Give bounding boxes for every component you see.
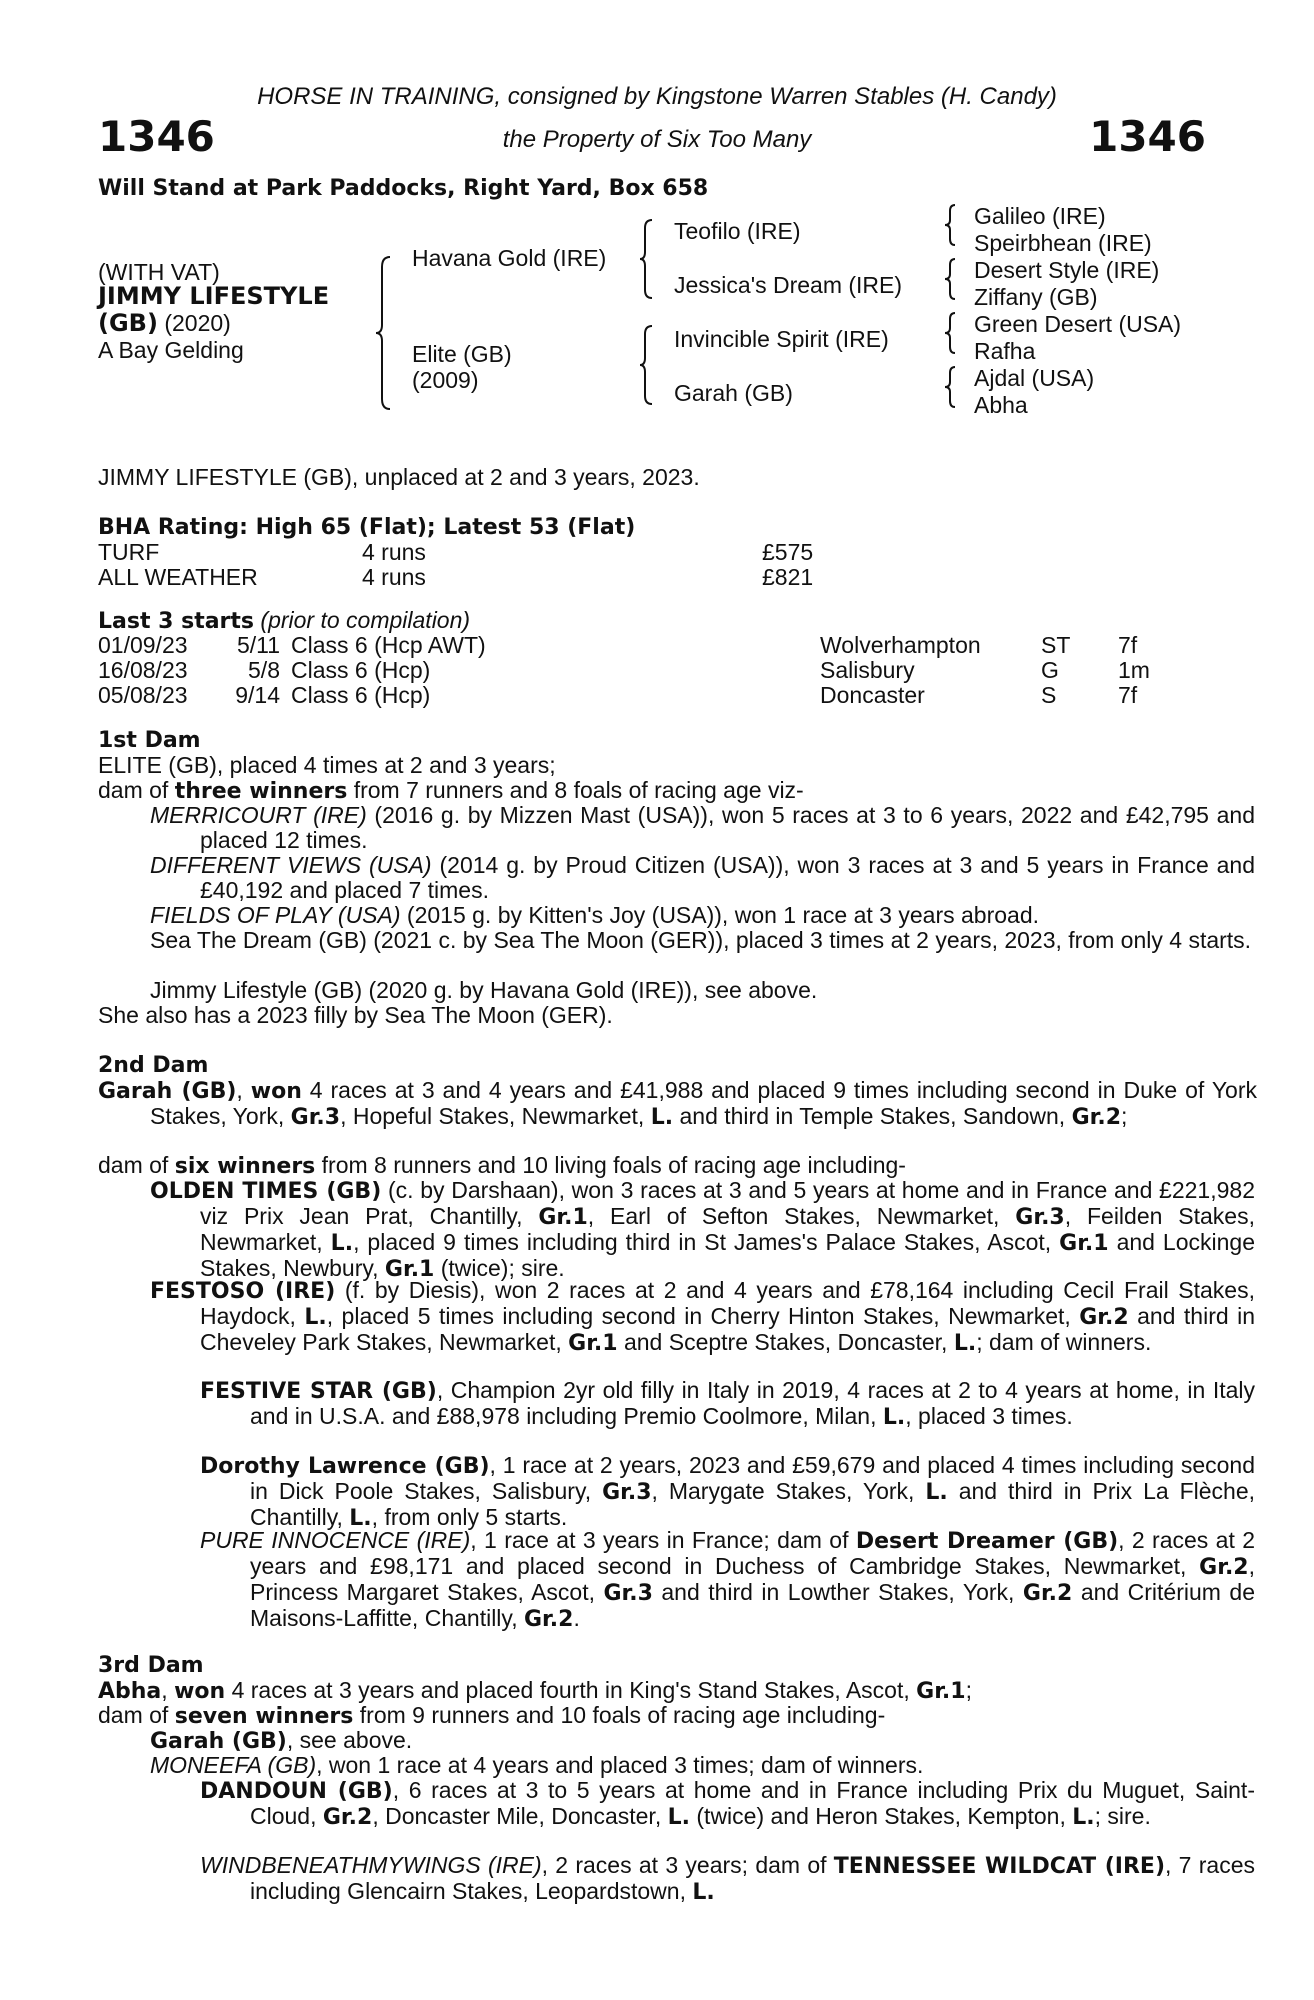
bold-run: OLDEN TIMES (GB) bbox=[150, 1179, 382, 1204]
pedigree-brace-2 bbox=[638, 218, 656, 300]
produce-record: (2016 g. by Mizzen Mast (USA)), won 5 races at 3 to 6 years, 2022 and £42,795 and placed 12 times. bbox=[200, 802, 1255, 853]
text-run: and third in Lowther Stakes, York, bbox=[652, 1579, 1023, 1605]
bold-run: Gr.1 bbox=[384, 1257, 435, 1282]
grandproduce-entry bbox=[200, 1453, 1255, 1531]
third-dam-produce-line bbox=[98, 1703, 1205, 1729]
text-run: (f. by Diesis), won 2 races at 2 and 4 years and £78,164 including Cecil Frail Stakes, Haydock, bbox=[200, 1277, 1255, 1329]
start-distance: 1m bbox=[1118, 657, 1150, 683]
bold-run: won bbox=[174, 1679, 226, 1704]
pedigree-brace-3 bbox=[638, 324, 656, 406]
italic-run: WINDBENEATHMYWINGS (IRE) bbox=[200, 1852, 542, 1878]
bold-run: Garah (GB) bbox=[98, 1079, 237, 1104]
last-starts-title: Last 3 starts bbox=[98, 609, 255, 634]
last-starts-heading bbox=[98, 608, 470, 634]
text-run: , Earl of Sefton Stakes, Newmarket, bbox=[587, 1203, 1016, 1229]
text-run: , Marygate Stakes, York, bbox=[651, 1478, 926, 1504]
text-run: ; bbox=[1121, 1103, 1128, 1129]
rating-amount: £575 bbox=[762, 539, 814, 565]
bold-run: Desert Dreamer (GB) bbox=[855, 1529, 1119, 1554]
bha-rating: BHA Rating: High 65 (Flat); Latest 53 (Flat) bbox=[98, 515, 636, 540]
gen3-6: Rafha bbox=[974, 338, 1036, 364]
bold-run: Gr.3 bbox=[602, 1480, 652, 1505]
italic-run: MONEEFA (GB) bbox=[150, 1752, 317, 1778]
rating-amount: £821 bbox=[762, 564, 814, 590]
bold-run: seven winners bbox=[174, 1704, 354, 1729]
dam-dam: Garah (GB) bbox=[674, 380, 793, 406]
bold-run: Gr.2 bbox=[1199, 1555, 1249, 1580]
text-run: from 9 runners and 10 foals of racing age including- bbox=[353, 1702, 886, 1728]
grandproduce-entry bbox=[200, 1778, 1255, 1830]
bold-run: Gr.3 bbox=[1015, 1205, 1065, 1230]
italic-run: PURE INNOCENCE (IRE) bbox=[200, 1527, 471, 1553]
bold-run: Gr.2 bbox=[1079, 1305, 1129, 1330]
bold-run: Gr.1 bbox=[1059, 1231, 1109, 1256]
text-run: ; sire. bbox=[1094, 1803, 1151, 1829]
bold-run: TENNESSEE WILDCAT (IRE) bbox=[833, 1854, 1166, 1879]
race-summary: JIMMY LIFESTYLE (GB), unplaced at 2 and 3 years, 2023. bbox=[98, 464, 700, 490]
start-position: 9/14 bbox=[235, 682, 280, 708]
second-dam-produce-line bbox=[98, 1153, 1205, 1179]
text-run: and third in Prix La Flèche, Chantilly, bbox=[250, 1478, 1256, 1530]
third-dam-heading: 3rd Dam bbox=[98, 1653, 204, 1678]
bold-run: L. bbox=[1072, 1805, 1095, 1830]
second-dam-heading: 2nd Dam bbox=[98, 1053, 209, 1078]
text-run: . bbox=[573, 1605, 580, 1631]
start-position: 5/8 bbox=[248, 657, 280, 683]
produce-record: (2015 g. by Kitten's Joy (USA)), won 1 race at 3 years abroad. bbox=[400, 902, 1040, 928]
bold-run: L. bbox=[667, 1805, 690, 1830]
text-run: , see above. bbox=[286, 1727, 413, 1753]
lot-number-right: 1346 bbox=[1089, 112, 1206, 161]
bold-run: Gr.2 bbox=[322, 1805, 373, 1830]
sire-dam: Jessica's Dream (IRE) bbox=[674, 272, 903, 298]
produce-entry bbox=[150, 1728, 1205, 1754]
start-date: 01/09/23 bbox=[98, 632, 188, 658]
start-date: 16/08/23 bbox=[98, 657, 188, 683]
sire-sire: Teofilo (IRE) bbox=[674, 218, 801, 244]
bold-run: Gr.3 bbox=[603, 1581, 653, 1606]
first-dam-produce-line bbox=[98, 778, 804, 804]
text-run: , 2 races at 2 years and £98,171 and placed second in Duchess of Cambridge Stakes, Newmarket, bbox=[250, 1527, 1255, 1579]
gen3-2: Speirbhean (IRE) bbox=[974, 230, 1152, 256]
text-run: ; dam of winners. bbox=[976, 1329, 1152, 1355]
text-run: , placed 5 times including second in Cherry Hinton Stakes, Newmarket, bbox=[326, 1303, 1080, 1329]
bold-run: Gr.2 bbox=[1022, 1581, 1073, 1606]
produce-record: (2014 g. by Proud Citizen (USA)), won 3 races at 3 and 5 years in France and £40,192 and placed 7 times. bbox=[200, 852, 1256, 903]
text-run: from 8 runners and 10 living foals of racing age including- bbox=[315, 1152, 906, 1178]
bold-run: Gr.3 bbox=[290, 1105, 341, 1130]
horse-description: A Bay Gelding bbox=[98, 337, 244, 363]
bold-run: L. bbox=[650, 1105, 674, 1130]
start-class: Class 6 (Hcp AWT) bbox=[291, 632, 486, 658]
start-course: Doncaster bbox=[820, 682, 925, 708]
pedigree-brace-6 bbox=[942, 311, 958, 355]
produce-entry bbox=[150, 1278, 1255, 1356]
bold-run: Gr.2 bbox=[524, 1607, 574, 1632]
text-run: from 7 runners and 8 foals of racing age viz- bbox=[347, 777, 804, 803]
bold-run: FESTIVE STAR (GB) bbox=[200, 1379, 437, 1404]
text-run: , Hopeful Stakes, Newmarket, bbox=[340, 1103, 651, 1129]
horse-name: JIMMY LIFESTYLE bbox=[98, 282, 330, 310]
first-dam-heading: 1st Dam bbox=[98, 728, 201, 753]
gen3-4: Ziffany (GB) bbox=[974, 284, 1098, 310]
bold-run: L. bbox=[330, 1231, 354, 1256]
horse-country: (GB) bbox=[98, 309, 158, 337]
text-run: dam of bbox=[98, 1152, 175, 1178]
text-run: , Champion 2yr old filly in Italy in 2019, 4 races at 2 to 4 years at home, in Italy and in U.S.A. and £88,978 including Premio Coolmore, Milan, bbox=[250, 1377, 1255, 1429]
bold-run: L. bbox=[349, 1506, 372, 1531]
text-run: dam of bbox=[98, 1702, 175, 1728]
start-course: Salisbury bbox=[820, 657, 915, 683]
third-dam-record bbox=[98, 1678, 1205, 1704]
produce-entry bbox=[150, 853, 1255, 903]
sire: Havana Gold (IRE) bbox=[412, 245, 607, 271]
text-run: , Feilden Stakes, Newmarket, bbox=[200, 1203, 1255, 1255]
start-going: G bbox=[1041, 657, 1059, 683]
winners-count: three winners bbox=[174, 779, 348, 804]
horse-country-year bbox=[98, 311, 231, 336]
gen3-3: Desert Style (IRE) bbox=[974, 257, 1160, 283]
start-position: 5/11 bbox=[236, 632, 280, 658]
bold-run: Abha bbox=[98, 1679, 162, 1704]
text-run: , from only 5 starts. bbox=[371, 1504, 568, 1530]
bold-run: L. bbox=[925, 1480, 948, 1505]
text-run: and third in Temple Stakes, Sandown, bbox=[673, 1103, 1072, 1129]
bold-run: Gr.2 bbox=[1071, 1105, 1122, 1130]
text-run: and Sceptre Stakes, Doncaster, bbox=[617, 1329, 954, 1355]
text-run: dam of bbox=[98, 777, 175, 803]
text-run: , 1 race at 2 years, 2023 and £59,679 and placed 4 times including second in Dick Poole Stakes, Salisbury, bbox=[250, 1452, 1255, 1504]
bold-run: L. bbox=[953, 1331, 977, 1356]
start-course: Wolverhampton bbox=[820, 632, 981, 658]
bold-run: Garah (GB) bbox=[150, 1729, 287, 1754]
text-run: , bbox=[236, 1077, 251, 1103]
rating-surface: ALL WEATHER bbox=[98, 564, 258, 590]
grandproduce-entry bbox=[200, 1528, 1255, 1632]
gen3-7: Ajdal (USA) bbox=[974, 365, 1095, 391]
start-class: Class 6 (Hcp) bbox=[291, 657, 431, 683]
bold-run: six winners bbox=[174, 1154, 316, 1179]
text-run: 4 races at 3 years and placed fourth in King's Stand Stakes, Ascot, bbox=[225, 1677, 917, 1703]
text-run: , 2 races at 3 years; dam of bbox=[541, 1852, 834, 1878]
produce-entry: Jimmy Lifestyle (GB) (2020 g. by Havana Gold (IRE)), see above. bbox=[150, 977, 818, 1003]
lot-number-left: 1346 bbox=[98, 112, 215, 161]
property-line: the Property of Six Too Many bbox=[502, 126, 812, 153]
produce-name: MERRICOURT (IRE) bbox=[150, 802, 367, 828]
bold-run: DANDOUN (GB) bbox=[200, 1779, 393, 1804]
first-dam-note: She also has a 2023 filly by Sea The Moon (GER). bbox=[98, 1002, 613, 1028]
text-run: , 1 race at 3 years in France; dam of bbox=[470, 1527, 856, 1553]
text-run: , placed 9 times including third in St James's Palace Stakes, Ascot, bbox=[353, 1229, 1060, 1255]
text-run: , 7 races including Glencairn Stakes, Leopardstown, bbox=[250, 1852, 1255, 1904]
dam: Elite (GB) bbox=[412, 341, 512, 367]
produce-entry bbox=[150, 803, 1255, 853]
start-class: Class 6 (Hcp) bbox=[291, 682, 431, 708]
bold-run: Gr.1 bbox=[538, 1205, 588, 1230]
text-run: , Princess Margaret Stakes, Ascot, bbox=[250, 1553, 1255, 1605]
pedigree-brace-7 bbox=[942, 365, 958, 409]
start-distance: 7f bbox=[1118, 682, 1138, 708]
text-run: and Lockinge Stakes, Newbury, bbox=[200, 1229, 1255, 1281]
start-distance: 7f bbox=[1118, 632, 1138, 658]
rating-runs: 4 runs bbox=[362, 564, 426, 590]
produce-entry bbox=[150, 903, 1255, 928]
text-run: and third in Cheveley Park Stakes, Newmarket, bbox=[200, 1303, 1255, 1355]
consignor-line: HORSE IN TRAINING, consigned by Kingstone Warren Stables (H. Candy) bbox=[257, 83, 1057, 110]
horse-year: (2020) bbox=[164, 310, 231, 336]
bold-run: L. bbox=[882, 1405, 906, 1430]
text-run: (c. by Darshaan), won 3 races at 3 and 5 years at home and in France and £221,982 viz Prix Jean Prat, Chantilly, bbox=[200, 1177, 1255, 1229]
text-run: ; bbox=[965, 1677, 972, 1703]
grandproduce-entry bbox=[200, 1853, 1255, 1905]
bold-run: won bbox=[250, 1079, 302, 1104]
bold-run: L. bbox=[304, 1305, 327, 1330]
text-run: (twice); sire. bbox=[434, 1255, 565, 1281]
last-starts-note: (prior to compilation) bbox=[260, 607, 471, 633]
second-dam-record bbox=[98, 1078, 1257, 1130]
produce-name: FIELDS OF PLAY (USA) bbox=[150, 902, 401, 928]
bold-run: L. bbox=[692, 1880, 715, 1905]
stand-location: Will Stand at Park Paddocks, Right Yard, Box 658 bbox=[98, 176, 709, 201]
rating-surface: TURF bbox=[98, 539, 160, 565]
dam-year: (2009) bbox=[412, 367, 479, 393]
text-run: , won 1 race at 4 years and placed 3 times; dam of winners. bbox=[316, 1752, 924, 1778]
start-going: ST bbox=[1041, 632, 1071, 658]
produce-entry bbox=[150, 1178, 1255, 1282]
bold-run: Gr.1 bbox=[568, 1331, 618, 1356]
produce-entry: Sea The Dream (GB) (2021 c. by Sea The Moon (GER)), placed 3 times at 2 years, 2023, from only 4 starts. bbox=[150, 927, 1252, 953]
pedigree-brace-5 bbox=[942, 257, 958, 301]
vat-label: (WITH VAT) bbox=[98, 259, 220, 285]
text-run: , 6 races at 3 to 5 years at home and in France including Prix du Muguet, Saint-Cloud, bbox=[250, 1777, 1255, 1829]
bold-run: Gr.1 bbox=[916, 1679, 966, 1704]
text-run: , Doncaster Mile, Doncaster, bbox=[372, 1803, 668, 1829]
bold-run: FESTOSO (IRE) bbox=[150, 1279, 336, 1304]
pedigree-brace-4 bbox=[942, 203, 958, 247]
gen3-8: Abha bbox=[974, 392, 1028, 418]
gen3-1: Galileo (IRE) bbox=[974, 203, 1106, 229]
text-run: , placed 3 times. bbox=[905, 1403, 1073, 1429]
produce-entry bbox=[150, 1753, 1205, 1778]
bold-run: Dorothy Lawrence (GB) bbox=[200, 1454, 490, 1479]
start-date: 05/08/23 bbox=[98, 682, 188, 708]
grandproduce-entry bbox=[200, 1378, 1255, 1430]
pedigree-brace-1 bbox=[374, 255, 394, 411]
dam-sire: Invincible Spirit (IRE) bbox=[674, 326, 889, 352]
text-run: (twice) and Heron Stakes, Kempton, bbox=[690, 1803, 1073, 1829]
text-run: and Critérium de Maisons-Laffitte, Chantilly, bbox=[250, 1579, 1255, 1631]
first-dam-line: ELITE (GB), placed 4 times at 2 and 3 years; bbox=[98, 752, 556, 778]
rating-runs: 4 runs bbox=[362, 539, 426, 565]
text-run: , bbox=[161, 1677, 175, 1703]
text-run: 4 races at 3 and 4 years and £41,988 and placed 9 times including second in Duke of York Stakes, York, bbox=[150, 1077, 1258, 1129]
produce-name: DIFFERENT VIEWS (USA) bbox=[150, 852, 432, 878]
start-going: S bbox=[1041, 682, 1057, 708]
gen3-5: Green Desert (USA) bbox=[974, 311, 1182, 337]
